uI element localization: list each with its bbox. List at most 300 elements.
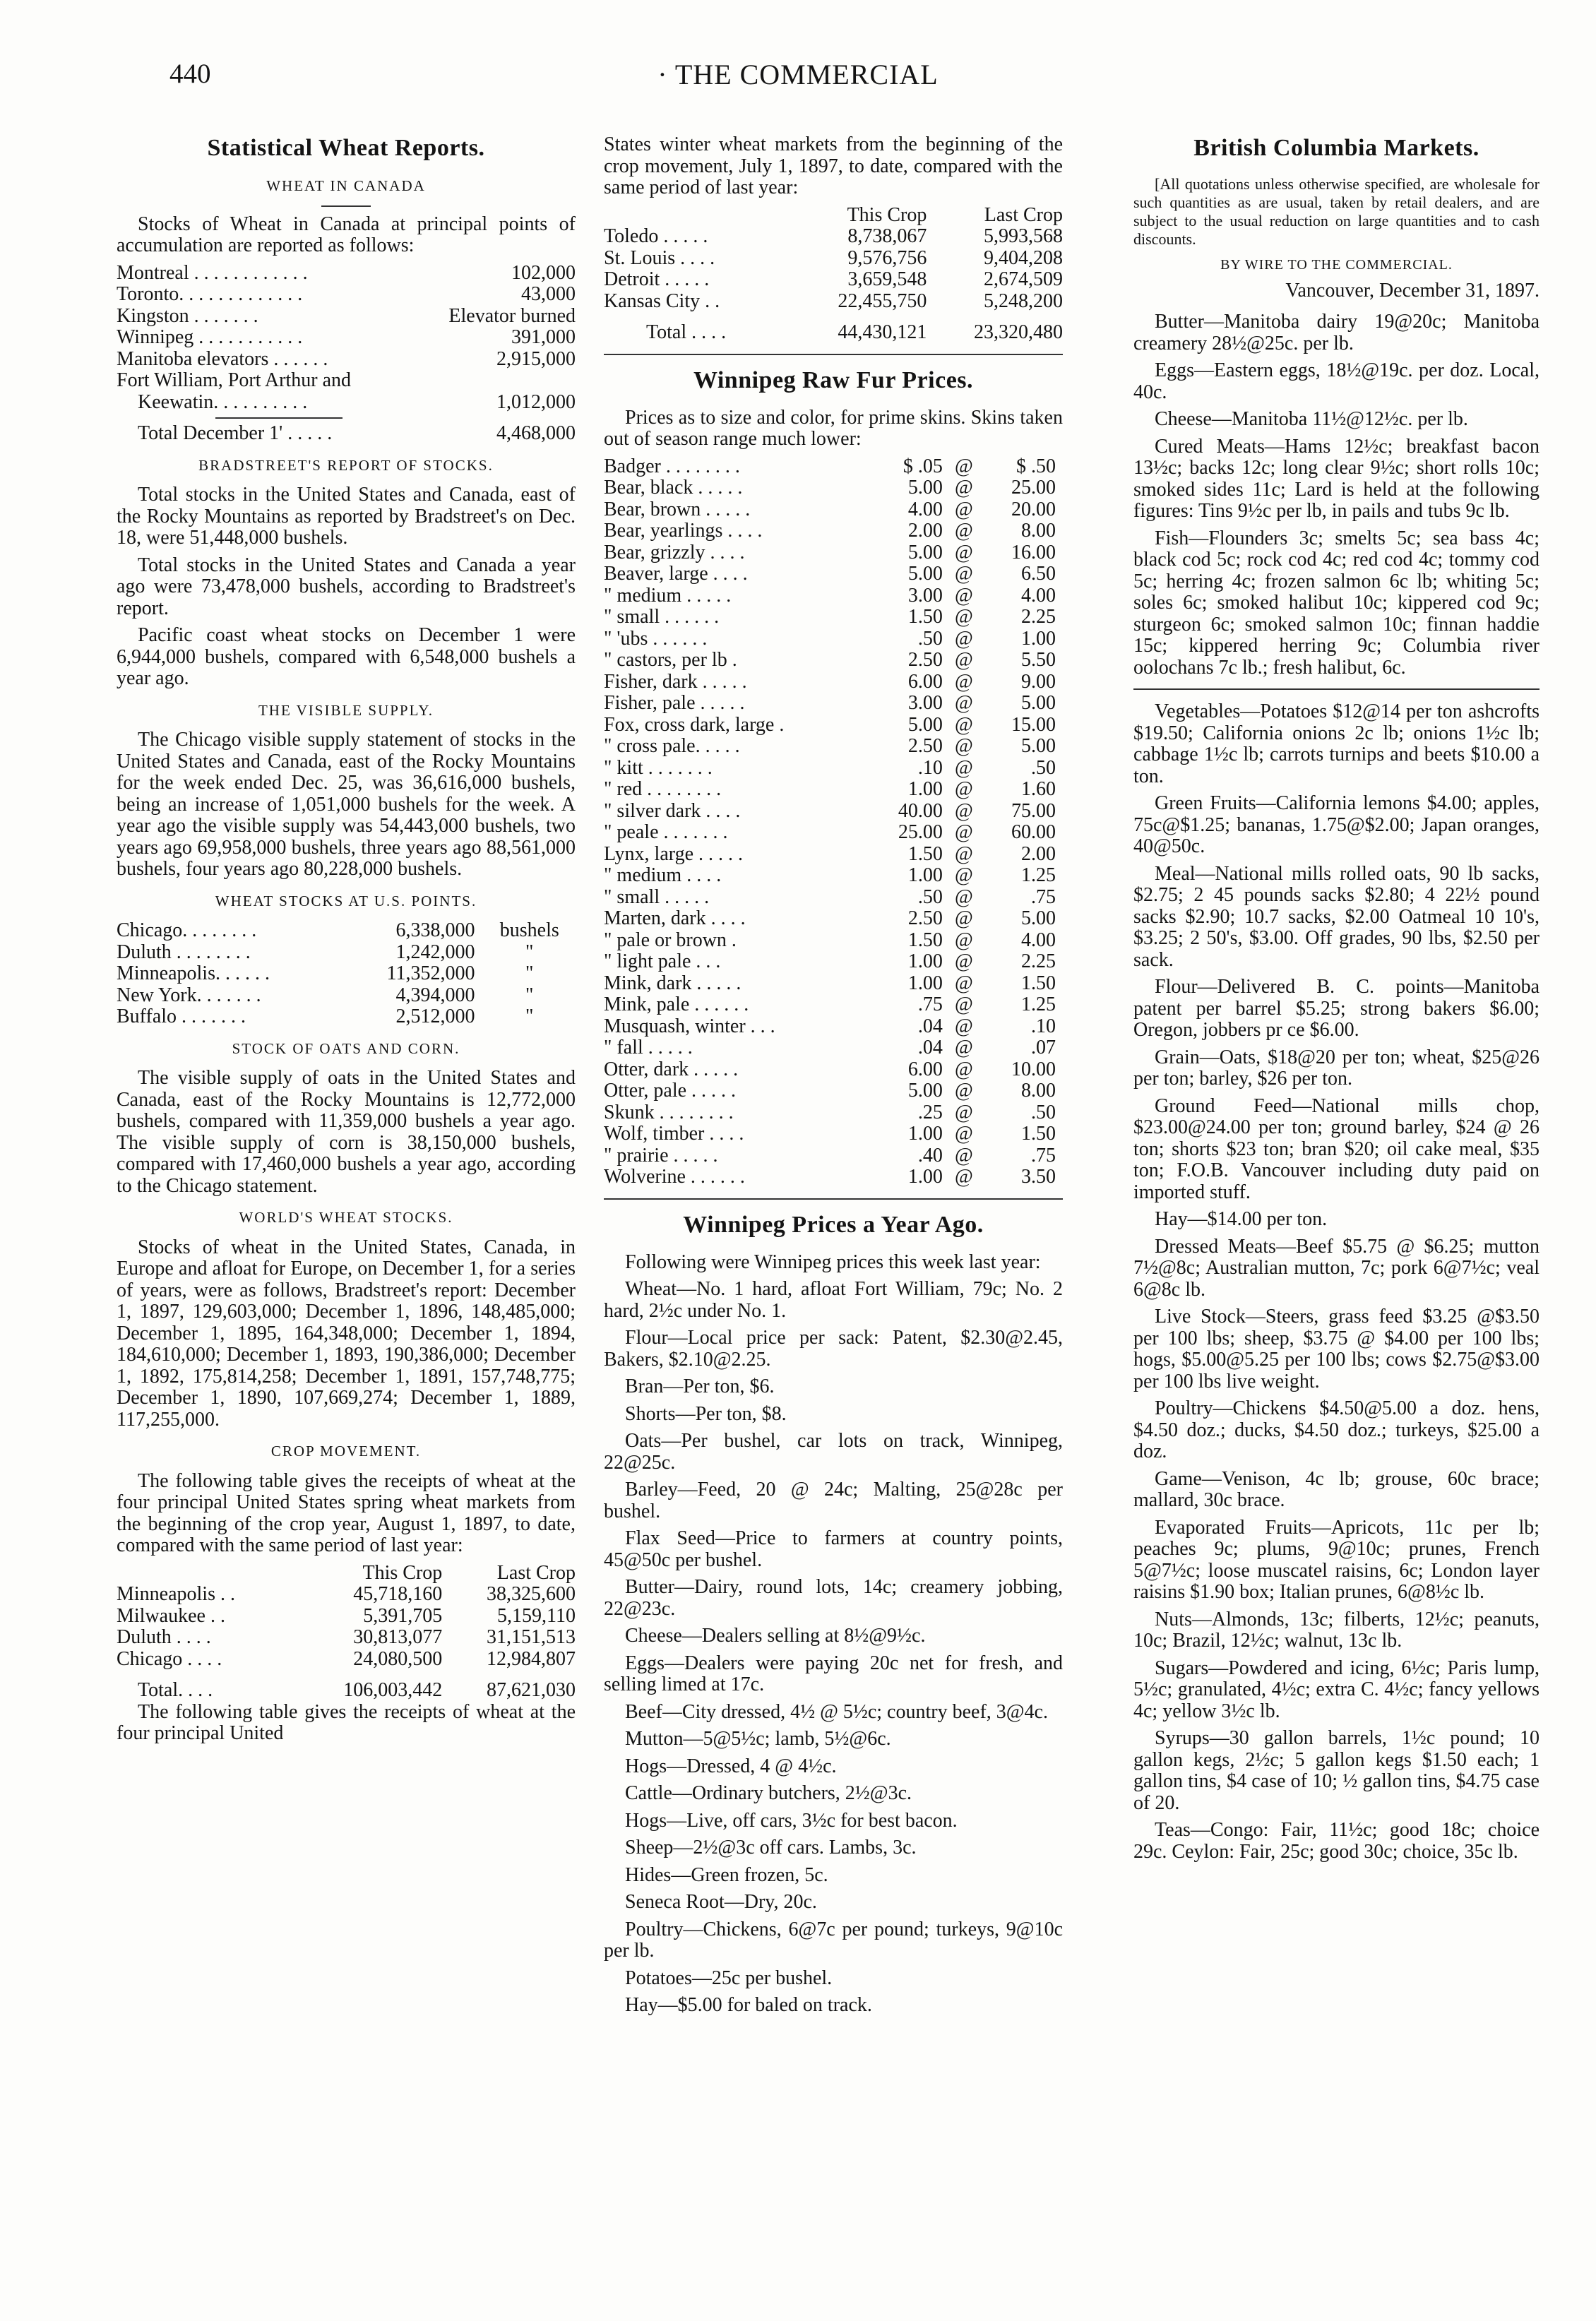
- crop-para-2: The following table gives the receipts of wheat at the four principal United: [117, 1700, 576, 1744]
- low-price: 1.00: [907, 778, 943, 800]
- at-sign: @: [955, 1080, 973, 1102]
- high-price: 1.25: [1021, 994, 1056, 1015]
- fur-name: " small . . . . . .: [604, 606, 720, 628]
- place-name: Winnipeg . . . . . . . . . . .: [117, 326, 303, 348]
- oats-para: The visible supply of oats in the United States and Canada, east of the Rocky Mountains is 12,772,000 bushels, compared with 11,359,000 bushels a year ago. The visible supply of corn is 38,150,000 bushels, compared with 17,460,000 bushels a year ago, according to the Chicago statement.: [117, 1067, 576, 1197]
- last-crop-value: 2,674,509: [984, 268, 1063, 290]
- fur-name: Skunk . . . . . . . .: [604, 1101, 734, 1123]
- price-paragraph: Mutton—5@5½c; lamb, 5½@6c.: [625, 1728, 891, 1750]
- at-sign: @: [955, 1037, 973, 1058]
- at-sign: @: [955, 455, 973, 477]
- price-paragraph: Poultry—Chickens, 6@7c per pound; turkeys, 9@10c per lb.: [604, 1918, 1063, 1962]
- winter-col-last: Last Crop: [984, 203, 1063, 226]
- price-paragraph: Syrups—30 gallon barrels, 1½c pound; 10 gallon kegs, 2½c; 5 gallon kegs $1.50 each; 1 gallon tins, $4 case of 10; ½ gallon tins, $4.75 case of 20.: [1133, 1727, 1540, 1814]
- place-name: Minneapolis. . . . . .: [117, 962, 270, 984]
- fur-prices-table: [604, 456, 1063, 1188]
- at-sign: @: [955, 713, 973, 736]
- price-paragraph: Butter—Dairy, round lots, 14c; creamery jobbing, 22@23c.: [604, 1576, 1063, 1620]
- low-price: 1.50: [907, 606, 943, 628]
- table-row: [604, 226, 1063, 248]
- price-paragraph: Poultry—Chickens $4.50@5.00 a doz. hens, $4.50 doz.; ducks, $4.50 doz.; turkeys, $25.00 a doz.: [1133, 1397, 1540, 1462]
- fur-name: " prairie . . . . .: [604, 1144, 718, 1167]
- table-row: [117, 1627, 576, 1649]
- at-sign: @: [955, 950, 973, 972]
- table-row: [604, 930, 1063, 952]
- table-row: [604, 908, 1063, 930]
- year-ago-prices: [604, 1252, 1063, 2017]
- at-sign: @: [955, 498, 973, 520]
- fur-name: " silver dark . . . .: [604, 799, 741, 822]
- fur-name: Beaver, large . . . .: [604, 563, 748, 585]
- this-crop-value: 22,455,750: [838, 290, 927, 312]
- table-row: [604, 248, 1063, 270]
- this-crop-value: 45,718,160: [353, 1583, 443, 1605]
- winter-wheat-table: [604, 205, 1063, 344]
- at-sign: @: [955, 606, 973, 628]
- price-paragraph: Vegetables—Potatoes $12@14 per ton ashcrofts $19.50; California onions 2c lb; onions 1½c lb; cabbage 1½c lb; carrots turnips and beets $10.00 a ton.: [1133, 700, 1540, 787]
- high-price: 1.50: [1021, 972, 1056, 994]
- crop-total-label: Total. . . .: [138, 1679, 213, 1701]
- wheat-canada-subhead: WHEAT IN CANADA: [266, 177, 426, 194]
- crop-total-this: 106,003,442: [343, 1679, 443, 1701]
- winter-total-this: 44,430,121: [838, 321, 927, 343]
- page-header: [0, 58, 1596, 100]
- low-price: 4.00: [907, 498, 943, 520]
- bradstreet-para-3: Pacific coast wheat stocks on December 1 were 6,944,000 bushels, compared with 6,548,000 bushels a year ago.: [117, 624, 576, 689]
- low-price: 1.00: [907, 864, 943, 886]
- crop-total-last: 87,621,030: [487, 1679, 576, 1701]
- low-price: 1.50: [907, 929, 943, 951]
- table-row: [604, 1037, 1063, 1059]
- winter-col-this: This Crop: [847, 203, 927, 226]
- fur-name: Bear, black . . . . .: [604, 477, 743, 499]
- table-row: [604, 1167, 1063, 1188]
- high-price: $ .50: [1016, 455, 1056, 477]
- table-row: [604, 736, 1063, 758]
- at-sign: @: [955, 1144, 973, 1167]
- table-row: [604, 1102, 1063, 1124]
- dateline: Vancouver, December 31, 1897.: [1285, 279, 1540, 302]
- high-price: 5.00: [1021, 907, 1056, 929]
- fur-name: Mink, dark . . . . .: [604, 972, 742, 994]
- last-crop-value: 5,159,110: [497, 1604, 576, 1627]
- at-sign: @: [955, 842, 973, 865]
- stock-value: Elevator burned: [448, 304, 576, 327]
- high-price: .07: [1031, 1037, 1056, 1058]
- table-row: [604, 1016, 1063, 1038]
- table-row: [604, 542, 1063, 564]
- at-sign: @: [955, 1101, 973, 1123]
- winter-total-last: 23,320,480: [974, 321, 1063, 343]
- high-price: 9.00: [1021, 670, 1056, 693]
- fur-name: " castors, per lb .: [604, 649, 737, 671]
- low-price: 5.00: [907, 477, 943, 499]
- price-paragraph: Hogs—Dressed, 4 @ 4½c.: [625, 1755, 837, 1777]
- place-name: Minneapolis . .: [117, 1583, 235, 1605]
- fur-prices-intro: Prices as to size and color, for prime skins. Skins taken out of season range much lower:: [604, 406, 1063, 450]
- at-sign: @: [955, 649, 973, 671]
- unit-label: ": [525, 984, 534, 1006]
- high-price: 5.00: [1021, 735, 1056, 757]
- stock-value: 391,000: [511, 326, 576, 348]
- high-price: 75.00: [1011, 799, 1056, 822]
- price-paragraph: Cattle—Ordinary butchers, 2½@3c.: [625, 1782, 912, 1804]
- low-price: 5.00: [907, 563, 943, 585]
- stock-value: [415, 370, 576, 392]
- fur-name: " medium . . . . .: [604, 584, 732, 607]
- at-sign: @: [955, 929, 973, 951]
- fur-name: " kitt . . . . . . .: [604, 756, 713, 779]
- price-paragraph: Eggs—Dealers were paying 20c net for fresh, and selling limed at 17c.: [604, 1652, 1063, 1695]
- price-paragraph: Eggs—Eastern eggs, 18½@19c. per doz. Local, 40c.: [1133, 359, 1540, 403]
- at-sign: @: [955, 799, 973, 822]
- table-row: [604, 994, 1063, 1016]
- low-price: 25.00: [898, 821, 943, 843]
- winter-total-label: Total . . . .: [646, 321, 727, 343]
- divider: [321, 205, 371, 207]
- table-row: [604, 456, 1063, 478]
- high-price: 3.50: [1021, 1166, 1056, 1188]
- crop-subhead: CROP MOVEMENT.: [270, 1443, 422, 1460]
- bradstreet-subhead: BRADSTREET'S REPORT OF STOCKS.: [198, 456, 494, 474]
- year-ago-heading: Winnipeg Prices a Year Ago.: [683, 1211, 984, 1238]
- column-1: [117, 134, 576, 1750]
- winter-wheat-intro: States winter wheat markets from the beginning of the crop movement, July 1, 1897, to date, compared with the same period of last year:: [604, 133, 1063, 198]
- at-sign: @: [955, 692, 973, 714]
- table-row: [604, 650, 1063, 672]
- place-name: Milwaukee . .: [117, 1604, 225, 1627]
- at-sign: @: [955, 584, 973, 607]
- fur-name: " fall . . . . .: [604, 1037, 693, 1058]
- world-para: Stocks of wheat in the United States, Canada, in Europe and afloat for Europe, on December 1, for a series of years, were as follows, Bradstreet's report: December 1, 1897, 129,603,000; December 1, 1896, 148,485,000; December 1, 1895, 164,348,000; December 1, 1894, 184,610,000; December 1, 1893, 190,386,000; December 1, 1892, 175,814,258; December 1, 1891, 157,748,775; December 1, 1890, 107,669,274; December 1, 1889, 117,255,000.: [117, 1236, 576, 1431]
- last-crop-value: 12,984,807: [487, 1647, 576, 1670]
- high-price: .10: [1031, 1015, 1056, 1037]
- place-name: Keewatin. . . . . . . . . .: [138, 390, 308, 413]
- fur-name: " cross pale. . . . .: [604, 735, 740, 757]
- last-crop-value: 38,325,600: [487, 1583, 576, 1605]
- table-row: [604, 477, 1063, 499]
- price-paragraph: Following were Winnipeg prices this week last year:: [625, 1251, 1041, 1273]
- place-name: Duluth . . . . . . . .: [117, 941, 251, 963]
- high-price: 4.00: [1021, 584, 1056, 607]
- bc-markets-note: [All quotations unless otherwise specified, are wholesale for such quantities as are usual, taken by retail dealers, and are subject to the usual reduction on large quantities and to cash discounts.: [1133, 175, 1540, 248]
- price-paragraph: Live Stock—Steers, grass feed $3.25 @$3.50 per 100 lbs; sheep, $3.75 @ $4.00 per 100 lbs; hogs, $5.00@5.25 per 100 lbs; cows $2.75@$3.00 per 100 lbs live weight.: [1133, 1306, 1540, 1392]
- high-price: 16.00: [1011, 541, 1056, 563]
- at-sign: @: [955, 1123, 973, 1145]
- table-row: [604, 887, 1063, 909]
- place-name: St. Louis . . . .: [604, 246, 715, 269]
- place-name: Buffalo . . . . . . .: [117, 1006, 246, 1027]
- at-sign: @: [955, 735, 973, 757]
- unit-label: ": [525, 1006, 534, 1027]
- high-price: 1.25: [1021, 864, 1056, 886]
- table-row: [604, 715, 1063, 736]
- table-row: [604, 779, 1063, 801]
- this-crop-value: 8,738,067: [847, 225, 927, 247]
- low-price: 1.00: [907, 1123, 943, 1145]
- price-paragraph: Ground Feed—National mills chop, $23.00@24.00 per ton; ground barley, $24 @ 26 ton; shorts $23 ton; bran $20; oil cake meal, $35 ton; F.O.B. Vancouver including duty paid on imported stuff.: [1133, 1094, 1540, 1203]
- place-name: New York. . . . . . .: [117, 984, 261, 1006]
- this-crop-value: 30,813,077: [353, 1626, 443, 1648]
- visible-supply-para: The Chicago visible supply statement of stocks in the United States and Canada, east of the Rocky Mountains for the week ended Dec. 25, was 36,616,000 bushels, being an increase of 1,051,000 bushels for the week. A year ago the visible supply was 54,443,000 bushels, two years ago 69,958,000 bushels, three years ago 88,561,000 bushels, four years ago 80,228,000 bushels.: [117, 729, 576, 880]
- low-price: .10: [917, 756, 943, 779]
- place-name: Fort William, Port Arthur and: [117, 369, 352, 391]
- table-row: [604, 499, 1063, 521]
- low-price: 3.00: [907, 584, 943, 607]
- fur-name: Fox, cross dark, large .: [604, 713, 785, 736]
- stock-value: 2,512,000: [395, 1006, 475, 1027]
- fur-name: Marten, dark . . . .: [604, 907, 746, 929]
- wheat-canada-total: [117, 423, 576, 445]
- high-price: 2.25: [1021, 950, 1056, 972]
- us-points-subhead: WHEAT STOCKS AT U.S. POINTS.: [215, 892, 477, 909]
- low-price: 1.00: [907, 1166, 943, 1188]
- price-paragraph: Sheep—2½@3c off cars. Lambs, 3c.: [625, 1837, 917, 1858]
- low-price: .04: [917, 1015, 943, 1037]
- table-row: [117, 985, 576, 1007]
- low-price: 1.00: [907, 950, 943, 972]
- bc-markets-heading: British Columbia Markets.: [1193, 135, 1479, 161]
- table-row: [604, 520, 1063, 542]
- at-sign: @: [955, 520, 973, 542]
- this-crop-value: 5,391,705: [363, 1604, 443, 1627]
- place-name: Chicago. . . . . . . .: [117, 919, 257, 941]
- low-price: 3.00: [907, 692, 943, 714]
- divider: [604, 354, 1063, 355]
- price-paragraph: Flour—Delivered B. C. points—Manitoba patent per barrel $5.25; strong bakers $6.00; Oregon, jobbers pr ce $6.00.: [1133, 976, 1540, 1041]
- low-price: 2.50: [907, 735, 943, 757]
- last-crop-value: 5,993,568: [984, 225, 1063, 247]
- table-row: [117, 920, 576, 942]
- publication-title: · THE COMMERCIAL: [657, 59, 939, 90]
- price-paragraph: Grain—Oats, $18@20 per ton; wheat, $25@26 per ton; barley, $26 per ton.: [1133, 1046, 1540, 1090]
- table-row: [604, 822, 1063, 844]
- table-row: [117, 327, 576, 349]
- at-sign: @: [955, 778, 973, 800]
- table-row: [117, 349, 576, 371]
- price-paragraph: Hides—Green frozen, 5c.: [625, 1863, 828, 1886]
- low-price: 2.50: [907, 649, 943, 671]
- price-paragraph: Cured Meats—Hams 12½c; breakfast bacon 13½c; backs 12c; long clear 9½c; short rolls 10c; smoked sides 11c; Lard is held at the following figures: Tins 9½c per lb, in pails and tubs 9c lb.: [1133, 435, 1540, 522]
- high-price: .50: [1031, 1101, 1056, 1123]
- low-price: 5.00: [907, 713, 943, 736]
- fur-name: Fisher, dark . . . . .: [604, 670, 747, 693]
- high-price: .75: [1031, 885, 1056, 908]
- fur-name: " light pale . . .: [604, 950, 721, 972]
- high-price: 5.00: [1021, 692, 1056, 714]
- place-name: Toledo . . . . .: [604, 225, 708, 247]
- at-sign: @: [955, 907, 973, 929]
- low-price: .25: [917, 1101, 943, 1123]
- fur-name: Badger . . . . . . . .: [604, 455, 740, 477]
- fur-name: Lynx, large . . . . .: [604, 842, 744, 865]
- table-row: [604, 973, 1063, 995]
- price-paragraph: Evaporated Fruits—Apricots, 11c per lb; peaches 9c; plums, 9@10c; prunes, French 5@7½c; loose muscatel raisins, 6c; London layer raisins $1.90 box; Italian prunes, 6@8½c lb.: [1133, 1516, 1540, 1603]
- fur-name: Bear, yearlings . . . .: [604, 520, 763, 542]
- total-rule: [215, 417, 343, 419]
- table-row: [117, 392, 576, 414]
- at-sign: @: [955, 821, 973, 843]
- table-row: [604, 1123, 1063, 1145]
- fur-prices-heading: Winnipeg Raw Fur Prices.: [693, 366, 974, 393]
- low-price: .04: [917, 1037, 943, 1058]
- divider: [1133, 688, 1540, 690]
- this-crop-value: 24,080,500: [353, 1647, 443, 1670]
- price-paragraph: Shorts—Per ton, $8.: [625, 1402, 787, 1425]
- wheat-canada-total-label: Total December 1' . . . . .: [138, 422, 333, 444]
- bradstreet-para-1: Total stocks in the United States and Canada, east of the Rocky Mountains as reported by Bradstreet's on Dec. 18, were 51,448,000 bushels.: [117, 484, 576, 549]
- price-paragraph: Cheese—Manitoba 11½@12½c. per lb.: [1155, 408, 1468, 430]
- wheat-canada-total-value: 4,468,000: [496, 422, 576, 444]
- price-paragraph: Meal—National mills rolled oats, 90 lb sacks, $2.75; 2 45 pounds sacks $2.80; 4 22½ pound sacks $2.90; 10.7 sacks, $2.00 Oatmeal 10 10's, $3.25; 2 50's, $3.00. Off grades, 90 lbs, $2.50 per sack.: [1133, 862, 1540, 971]
- low-price: 2.50: [907, 907, 943, 929]
- table-row: [604, 672, 1063, 693]
- table-row: [604, 1080, 1063, 1102]
- table-row: [604, 951, 1063, 973]
- table-row: [604, 1145, 1063, 1167]
- place-name: Montreal . . . . . . . . . . . .: [117, 261, 308, 284]
- low-price: 1.50: [907, 842, 943, 865]
- fur-name: " small . . . . .: [604, 885, 710, 908]
- table-row: [117, 1584, 576, 1606]
- table-row: [604, 693, 1063, 715]
- fur-name: Bear, grizzly . . . .: [604, 541, 745, 563]
- table-row: [604, 269, 1063, 291]
- table-row: [117, 284, 576, 306]
- last-crop-value: 31,151,513: [487, 1626, 576, 1648]
- high-price: 1.00: [1021, 627, 1056, 650]
- stock-value: 1,242,000: [395, 941, 475, 963]
- stock-value: 4,394,000: [395, 984, 475, 1006]
- unit-label: ": [525, 962, 534, 984]
- table-row: [604, 291, 1063, 313]
- price-paragraph: Teas—Congo: Fair, 11½c; good 18c; choice 29c. Ceylon: Fair, 25c; good 30c; choice, 35c lb.: [1133, 1819, 1540, 1863]
- place-name: Duluth . . . .: [117, 1626, 211, 1648]
- last-crop-value: 9,404,208: [984, 246, 1063, 269]
- column-2: [604, 134, 1063, 2022]
- at-sign: @: [955, 541, 973, 563]
- at-sign: @: [955, 563, 973, 585]
- bradstreet-para-2: Total stocks in the United States and Canada a year ago were 73,478,000 bushels, according to Bradstreet's report.: [117, 554, 576, 619]
- at-sign: @: [955, 627, 973, 650]
- at-sign: @: [955, 885, 973, 908]
- table-row: [117, 370, 576, 392]
- low-price: 2.00: [907, 520, 943, 542]
- high-price: 25.00: [1011, 477, 1056, 499]
- table-row: [604, 563, 1063, 585]
- crop-para-1: The following table gives the receipts of wheat at the four principal United States spring wheat markets from the beginning of the crop year, August 1, 1897, to date, compared with the same period of last year:: [117, 1469, 576, 1556]
- price-paragraph: Cheese—Dealers selling at 8½@9½c.: [625, 1625, 926, 1647]
- crop-col-last: Last Crop: [496, 1561, 576, 1584]
- high-price: 8.00: [1021, 520, 1056, 542]
- unit-label: ": [525, 941, 534, 963]
- world-subhead: WORLD'S WHEAT STOCKS.: [239, 1209, 453, 1226]
- high-price: 4.00: [1021, 929, 1056, 951]
- last-crop-value: 5,248,200: [984, 290, 1063, 312]
- price-paragraph: Dressed Meats—Beef $5.75 @ $6.25; mutton 7½@8c; Australian mutton, 7c; pork 6@7½c; veal 6@8c lb.: [1133, 1235, 1540, 1301]
- visible-supply-subhead: THE VISIBLE SUPPLY.: [258, 701, 434, 719]
- high-price: 2.25: [1021, 606, 1056, 628]
- high-price: 20.00: [1011, 498, 1056, 520]
- place-name: Manitoba elevators . . . . . .: [117, 347, 328, 370]
- wire-line: BY WIRE TO THE COMMERCIAL.: [1220, 257, 1453, 273]
- column-3: [1133, 134, 1540, 1868]
- table-row: [604, 865, 1063, 887]
- low-price: 40.00: [898, 799, 943, 822]
- high-price: 60.00: [1011, 821, 1056, 843]
- at-sign: @: [955, 477, 973, 499]
- stock-value: 6,338,000: [395, 919, 475, 941]
- high-price: 1.50: [1021, 1123, 1056, 1145]
- fur-name: " pale or brown .: [604, 929, 737, 951]
- price-paragraph: Barley—Feed, 20 @ 24c; Malting, 25@28c per bushel.: [604, 1479, 1063, 1522]
- at-sign: @: [955, 756, 973, 779]
- fur-name: Bear, brown . . . . .: [604, 498, 751, 520]
- bc-prices-part-1: [1133, 311, 1540, 679]
- table-row: [604, 801, 1063, 823]
- price-paragraph: Potatoes—25c per bushel.: [625, 1967, 833, 1989]
- table-row: [117, 1649, 576, 1671]
- place-name: Kingston . . . . . . .: [117, 304, 258, 327]
- place-name: Kansas City . .: [604, 290, 720, 312]
- divider: [604, 1198, 1063, 1200]
- low-price: 5.00: [907, 1080, 943, 1102]
- table-row: [604, 628, 1063, 650]
- price-paragraph: Fish—Flounders 3c; smelts 5c; sea bass 4c; black cod 5c; rock cod 4c; red cod 4c; tommy cod 5c; herring 4c; frozen salmon 6c lb; whiting 5c; soles 6c; smoked halibut 10c; kippered cod 9c; sturgeon 6c; smoked salmon 10c; finnan haddie 15c; kippered herring 9c; Columbia river oolochans 7c lb.; fresh halibut, 6c.: [1133, 527, 1540, 679]
- price-paragraph: Oats—Per bushel, car lots on track, Winnipeg, 22@25c.: [604, 1430, 1063, 1474]
- table-row: [117, 963, 576, 985]
- stock-value: 11,352,000: [386, 962, 475, 984]
- price-paragraph: Flour—Local price per sack: Patent, $2.30@2.45, Bakers, $2.10@2.25.: [604, 1327, 1063, 1371]
- price-paragraph: Flax Seed—Price to farmers at country points, 45@50c per bushel.: [604, 1527, 1063, 1571]
- at-sign: @: [955, 670, 973, 693]
- price-paragraph: Butter—Manitoba dairy 19@20c; Manitoba creamery 28½@25c. per lb.: [1133, 311, 1540, 354]
- place-name: Detroit . . . . .: [604, 268, 710, 290]
- low-price: 1.00: [907, 972, 943, 994]
- table-row: [117, 306, 576, 328]
- high-price: .75: [1031, 1144, 1056, 1167]
- at-sign: @: [955, 1015, 973, 1037]
- table-row: [604, 844, 1063, 866]
- price-paragraph: Nuts—Almonds, 13c; filberts, 12½c; peanuts, 10c; Brazil, 12½c; walnut, 13c lb.: [1133, 1608, 1540, 1652]
- low-price: 6.00: [907, 1058, 943, 1080]
- at-sign: @: [955, 864, 973, 886]
- fur-name: Wolverine . . . . . .: [604, 1166, 745, 1188]
- page-number: 440: [169, 59, 211, 89]
- high-price: 6.50: [1021, 563, 1056, 585]
- fur-name: Wolf, timber . . . .: [604, 1123, 744, 1145]
- table-row: [604, 607, 1063, 628]
- table-row: [117, 942, 576, 964]
- price-paragraph: Seneca Root—Dry, 20c.: [625, 1891, 817, 1913]
- at-sign: @: [955, 1058, 973, 1080]
- low-price: .40: [917, 1144, 943, 1167]
- bc-prices-part-2: [1133, 701, 1540, 1863]
- at-sign: @: [955, 972, 973, 994]
- table-row: [604, 758, 1063, 780]
- price-paragraph: Wheat—No. 1 hard, afloat Fort William, 79c; No. 2 hard, 2½c under No. 1.: [604, 1278, 1063, 1322]
- high-price: 10.00: [1011, 1058, 1056, 1080]
- stock-value: 1,012,000: [496, 390, 576, 413]
- high-price: 2.00: [1021, 842, 1056, 865]
- high-price: 8.00: [1021, 1080, 1056, 1102]
- at-sign: @: [955, 994, 973, 1015]
- fur-name: Musquash, winter . . .: [604, 1015, 775, 1037]
- fur-name: " medium . . . .: [604, 864, 722, 886]
- low-price: 5.00: [907, 541, 943, 563]
- price-paragraph: Sugars—Powdered and icing, 6½c; Paris lump, 5½c; granulated, 4½c; extra C. 4½c; fancy yellows 4c; yellow 3½c lb.: [1133, 1657, 1540, 1722]
- fur-name: Otter, pale . . . . .: [604, 1080, 737, 1102]
